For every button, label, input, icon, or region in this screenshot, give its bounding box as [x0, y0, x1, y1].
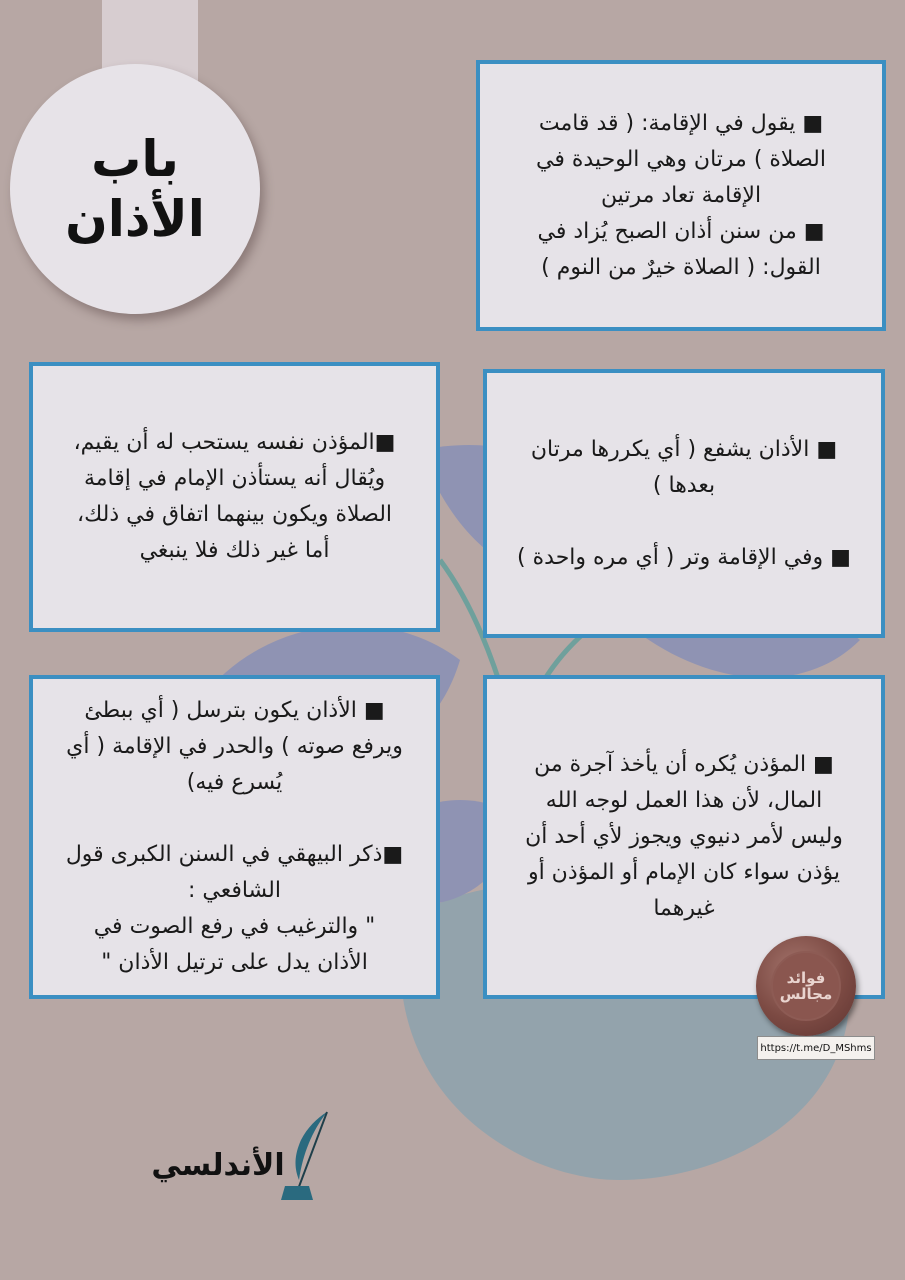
- card-text-line: ■ يقول في الإقامة: ( قد قامت: [538, 110, 824, 136]
- card-text-line: أما غير ذلك فلا ينبغي: [139, 538, 330, 563]
- card-text-line: الصلاة ويكون بينهما اتفاق في ذلك،: [76, 502, 393, 527]
- card-text-line: الأذان يدل على ترتيل الأذان ": [101, 950, 368, 975]
- author-signature: [145, 1100, 345, 1210]
- card-text-line: ■ الأذان يكون بترسل ( أي ببطئ: [84, 698, 385, 723]
- card-text-line: المال، لأن هذا العمل لوجه الله: [545, 788, 823, 813]
- info-card-shaf-witr: [483, 369, 885, 638]
- quill-inkwell-icon: [145, 1100, 345, 1210]
- seal-line-2: مجالس: [779, 985, 833, 1003]
- card-text-line: يؤذن سواء كان الإمام أو المؤذن أو: [527, 860, 841, 885]
- wax-seal-logo: [756, 936, 856, 1036]
- card-text-line: " والترغيب في رفع الصوت في: [93, 914, 376, 939]
- signature-text: الأندلسي: [151, 1148, 285, 1183]
- card-text-line: بعدها ): [652, 472, 716, 498]
- channel-link[interactable]: https://t.me/D_MShms: [757, 1036, 875, 1060]
- card-text-line: ■ المؤذن يُكره أن يأخذ آجرة من: [534, 752, 834, 777]
- card-text-line: الشافعي :: [187, 878, 282, 903]
- title-line-1: باب: [91, 130, 179, 188]
- title-badge: [10, 64, 260, 314]
- card-text-line: ■المؤذن نفسه يستحب له أن يقيم،: [73, 430, 396, 455]
- title-line-2: الأذان: [65, 190, 205, 248]
- card-text-line: يُسرع فيه): [186, 770, 283, 795]
- card-text-line: الصلاة ) مرتان وهي الوحيدة في: [536, 146, 826, 172]
- info-card-iqama: [476, 60, 886, 331]
- card-text-line: ■ من سنن أذان الصبح يُزاد في: [537, 218, 825, 244]
- seal-text: [771, 951, 841, 1021]
- card-text-line: القول: ( الصلاة خيرٌ من النوم ): [541, 254, 821, 280]
- card-text-line: ويرفع صوته ) والحدر في الإقامة ( أي: [66, 734, 403, 759]
- seal-line-1: فوائد: [786, 969, 826, 987]
- info-card-muezzin-iqama: [29, 362, 440, 632]
- card-text-line: وليس لأمر دنيوي ويجوز لأي أحد أن: [525, 824, 843, 849]
- card-text-line: ويُقال أنه يستأذن الإمام في إقامة: [83, 466, 386, 491]
- info-card-tarassul: [29, 675, 440, 999]
- card-text-line: ■ وفي الإقامة وتر ( أي مره واحدة ): [517, 544, 851, 570]
- card-text-line: ■ذكر البيهقي في السنن الكبرى قول: [65, 842, 404, 867]
- card-text-line: غيرهما: [653, 896, 715, 921]
- card-text-line: ■ الأذان يشفع ( أي يكررها مرتان: [530, 436, 838, 462]
- card-text-line: الإقامة تعاد مرتين: [600, 182, 762, 208]
